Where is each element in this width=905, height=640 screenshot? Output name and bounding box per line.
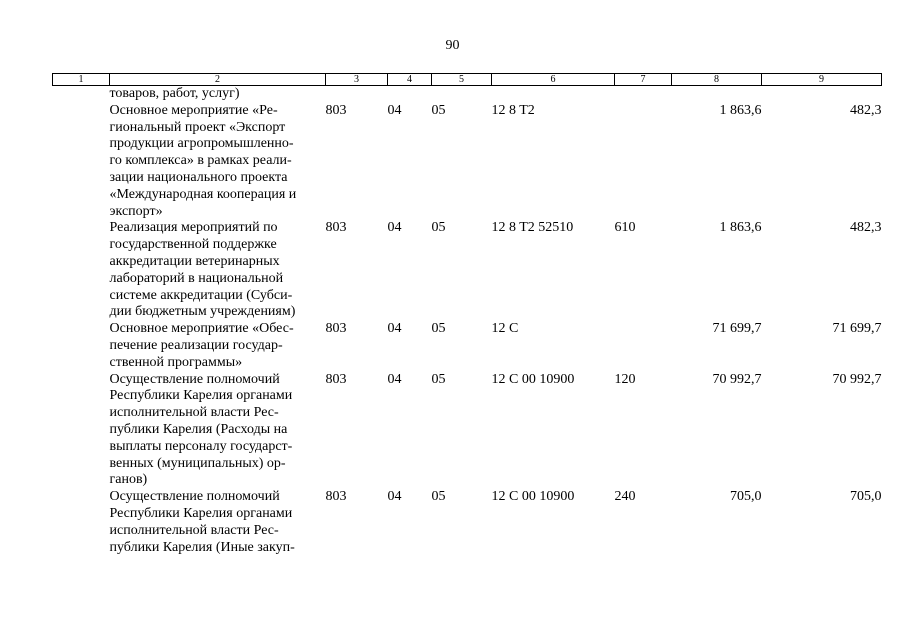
- ministry-code: 803: [325, 321, 347, 337]
- table-row: [53, 103, 882, 221]
- target-article: 12 8 T2 52510: [491, 220, 574, 236]
- row-name-line: публики Карелия (Иные закуп-: [109, 539, 295, 555]
- amount-year-2: 482,3: [850, 220, 882, 236]
- budget-table: [52, 73, 882, 556]
- row-name-line: исполнительной власти Рес-: [109, 522, 279, 538]
- row-name-line: печение реализации государ-: [109, 337, 283, 353]
- column-number: 4: [388, 74, 432, 86]
- row-name-line: гиональный проект «Экспорт: [109, 119, 286, 135]
- section-code: 04: [387, 371, 402, 387]
- row-name-line: зации национального проекта: [109, 169, 288, 185]
- amount-year-2: 71 699,7: [832, 321, 882, 337]
- expense-type: 120: [614, 371, 636, 387]
- row-name-line: Осуществление полномочий: [109, 371, 280, 387]
- row-name-line: товаров, работ, услуг): [109, 86, 240, 101]
- row-name: [110, 372, 326, 490]
- row-name-line: выплаты персоналу государст-: [109, 438, 293, 454]
- subsection-code: 05: [431, 371, 446, 387]
- row-name-line: го комплекса» в рамках реали-: [109, 153, 292, 169]
- row-name: [110, 321, 326, 371]
- column-number: 3: [326, 74, 388, 86]
- target-article: 12 С 00 10900: [491, 371, 575, 387]
- target-article: 12 С: [491, 321, 519, 337]
- row-name-line: дии бюджетным учреждениям): [109, 304, 296, 320]
- row-name: [110, 220, 326, 321]
- amount-year-1: 1 863,6: [719, 220, 762, 236]
- section-code: 04: [387, 489, 402, 505]
- amount-year-1: 70 992,7: [712, 371, 762, 387]
- amount-year-2: 482,3: [850, 102, 882, 118]
- ministry-code: 803: [325, 102, 347, 118]
- row-name-line: венных (муниципальных) ор-: [109, 455, 286, 471]
- table-row: [53, 489, 882, 556]
- expense-type: 240: [614, 489, 636, 505]
- row-name-line: ганов): [109, 472, 148, 488]
- row-name-line: лабораторий в национальной: [109, 270, 284, 286]
- row-name-line: «Международная кооперация и: [109, 186, 297, 202]
- row-name-line: системе аккредитации (Субси-: [109, 287, 293, 303]
- section-code: 04: [387, 321, 402, 337]
- subsection-code: 05: [431, 489, 446, 505]
- column-number: 5: [432, 74, 492, 86]
- table-row: [53, 321, 882, 371]
- column-number: 8: [672, 74, 762, 86]
- row-name-line: Республики Карелия органами: [109, 505, 293, 521]
- expense-type: [615, 321, 672, 371]
- page-number: 90: [445, 38, 460, 53]
- expense-type: [615, 103, 672, 221]
- subsection-code: 05: [431, 102, 446, 118]
- row-name-line: публики Карелия (Расходы на: [109, 421, 288, 437]
- amount-year-1: 71 699,7: [712, 321, 762, 337]
- table-row: [53, 372, 882, 490]
- row-name: [110, 86, 326, 103]
- target-article: 12 8 T2: [491, 102, 535, 118]
- row-name-line: ственной программы»: [109, 354, 243, 370]
- expense-type: 610: [614, 220, 636, 236]
- amount-year-2: 705,0: [850, 489, 882, 505]
- row-name-line: аккредитации ветеринарных: [109, 253, 280, 269]
- row-name-line: Основное мероприятие «Ре-: [109, 102, 278, 118]
- row-name-line: экспорт»: [109, 203, 163, 219]
- row-name-line: Республики Карелия органами: [109, 388, 293, 404]
- row-name-line: Реализация мероприятий по: [109, 220, 278, 236]
- column-number-row: [53, 74, 882, 86]
- section-code: 04: [387, 102, 402, 118]
- target-article: 12 С 00 10900: [491, 489, 575, 505]
- table-body: [53, 86, 882, 557]
- continuation-row: [53, 86, 882, 103]
- ministry-code: 803: [325, 220, 347, 236]
- row-name-line: исполнительной власти Рес-: [109, 405, 279, 421]
- column-number: 2: [110, 74, 326, 86]
- table-row: [53, 220, 882, 321]
- row-name: [110, 103, 326, 221]
- amount-year-1: 1 863,6: [719, 102, 762, 118]
- row-name-line: Осуществление полномочий: [109, 489, 280, 505]
- amount-year-2: 70 992,7: [832, 371, 882, 387]
- row-name-line: продукции агропромышленно-: [109, 136, 294, 152]
- amount-year-1: 705,0: [730, 489, 762, 505]
- section-code: 04: [387, 220, 402, 236]
- column-number: 6: [492, 74, 615, 86]
- subsection-code: 05: [431, 321, 446, 337]
- column-number: 7: [615, 74, 672, 86]
- row-name: [110, 489, 326, 556]
- subsection-code: 05: [431, 220, 446, 236]
- column-number: 1: [53, 74, 110, 86]
- row-name-line: Основное мероприятие «Обес-: [109, 321, 294, 337]
- column-number: 9: [762, 74, 882, 86]
- ministry-code: 803: [325, 371, 347, 387]
- ministry-code: 803: [325, 489, 347, 505]
- row-name-line: государственной поддержке: [109, 237, 277, 253]
